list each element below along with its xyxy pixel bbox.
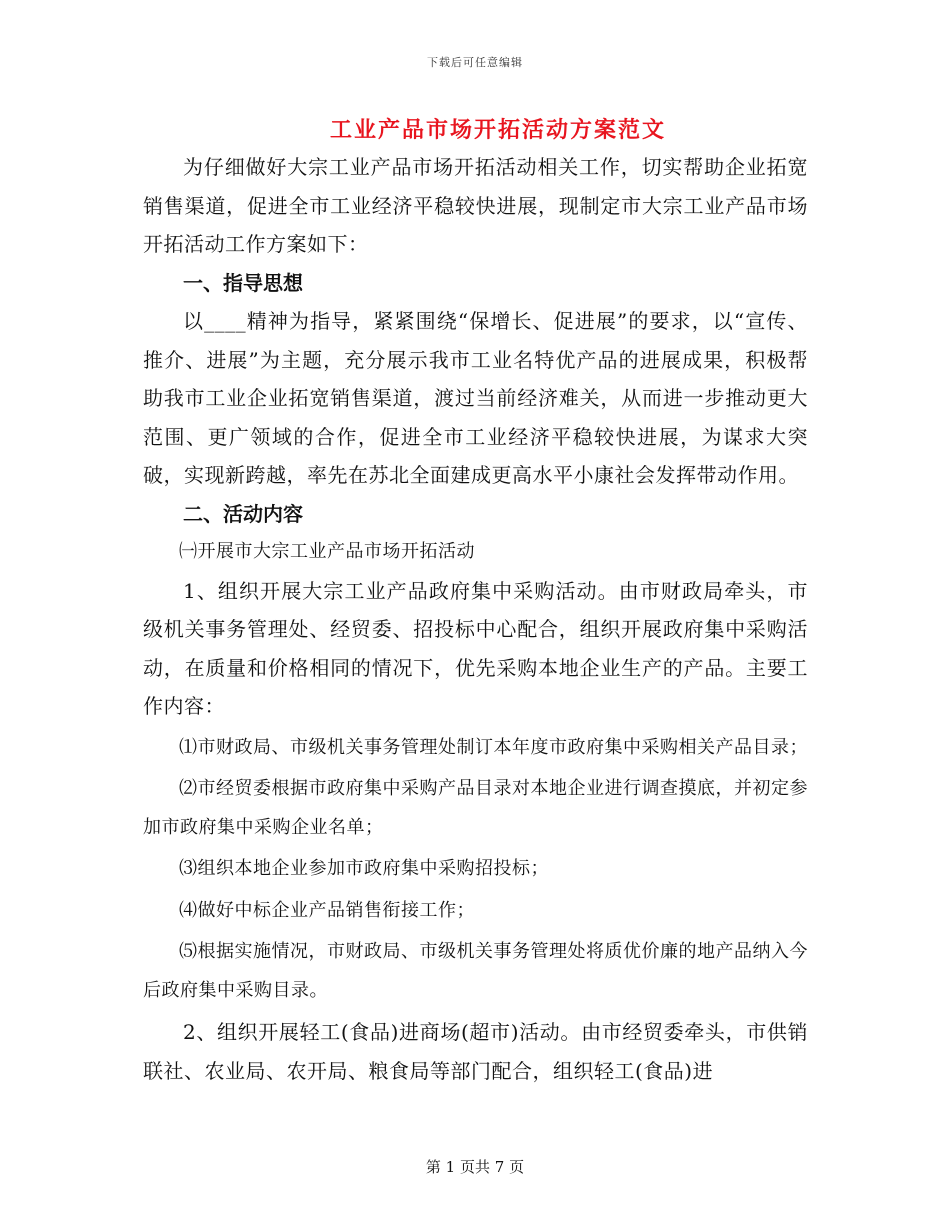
document-body: [143, 148, 808, 1090]
paragraph-item-1: 1、组织开展大宗工业产品政府集中采购活动。由市财政局牵头，市级机关事务管理处、经贸委、招投标中心配合，组织开展政府集中采购活动，在质量和价格相同的情况下，优先采购本地企业生产的产品。主要工作内容：: [143, 578, 808, 718]
paragraph-item-2: 2、组织开展轻工(食品)进商场(超市)活动。由市经贸委牵头，市供销联社、农业局、农开局、粮食局等部门配合，组织轻工(食品)进: [143, 1020, 808, 1083]
paragraph-intro: 为仔细做好大宗工业产品市场开拓活动相关工作，切实帮助企业拓宽销售渠道，促进全市工业经济平稳较快进展，现制定市大宗工业产品市场开拓活动工作方案如下：: [143, 155, 808, 256]
paragraph-item-1-1: ⑴市财政局、市级机关事务管理处制订本年度市政府集中采购相关产品目录；: [179, 736, 808, 758]
heading-activity-content: 二、活动内容: [183, 501, 303, 526]
header-note: 下载后可任意编辑: [427, 56, 523, 69]
paragraph-item-1-4: ⑷做好中标企业产品销售衔接工作；: [179, 899, 475, 921]
page-footer: 第 1 页共 7 页: [425, 1158, 525, 1176]
heading-guiding-thought: 一、指导思想: [183, 270, 303, 295]
paragraph-guiding-thought: 以____精神为指导，紧紧围绕“保增长、促进展”的要求，以“宣传、推介、进展”为主题，充分展示我市工业名特优产品的进展成果，积极帮助我市工业企业拓宽销售渠道，渡过当前经济难关，从而进一步推动更大范围、更广领域的合作，促进全市工业经济平稳较快进展，为谋求大突破，实现新跨越，率先在苏北全面建成更高水平小康社会发挥带动作用。: [143, 309, 808, 487]
paragraph-item-1-5: ⑸根据实施情况，市财政局、市级机关事务管理处将质优价廉的地产品纳入今后政府集中采购目录。: [143, 941, 808, 1001]
paragraph-item-1-2: ⑵市经贸委根据市政府集中采购产品目录对本地企业进行调查摸底，并初定参加市政府集中采购企业名单；: [143, 778, 808, 838]
subheading-market-activity: ㈠开展市大宗工业产品市场开拓活动: [179, 541, 475, 562]
document-title: 工业产品市场开拓活动方案范文: [329, 118, 666, 143]
paragraph-item-1-3: ⑶组织本地企业参加市政府集中采购招投标；: [179, 858, 549, 879]
